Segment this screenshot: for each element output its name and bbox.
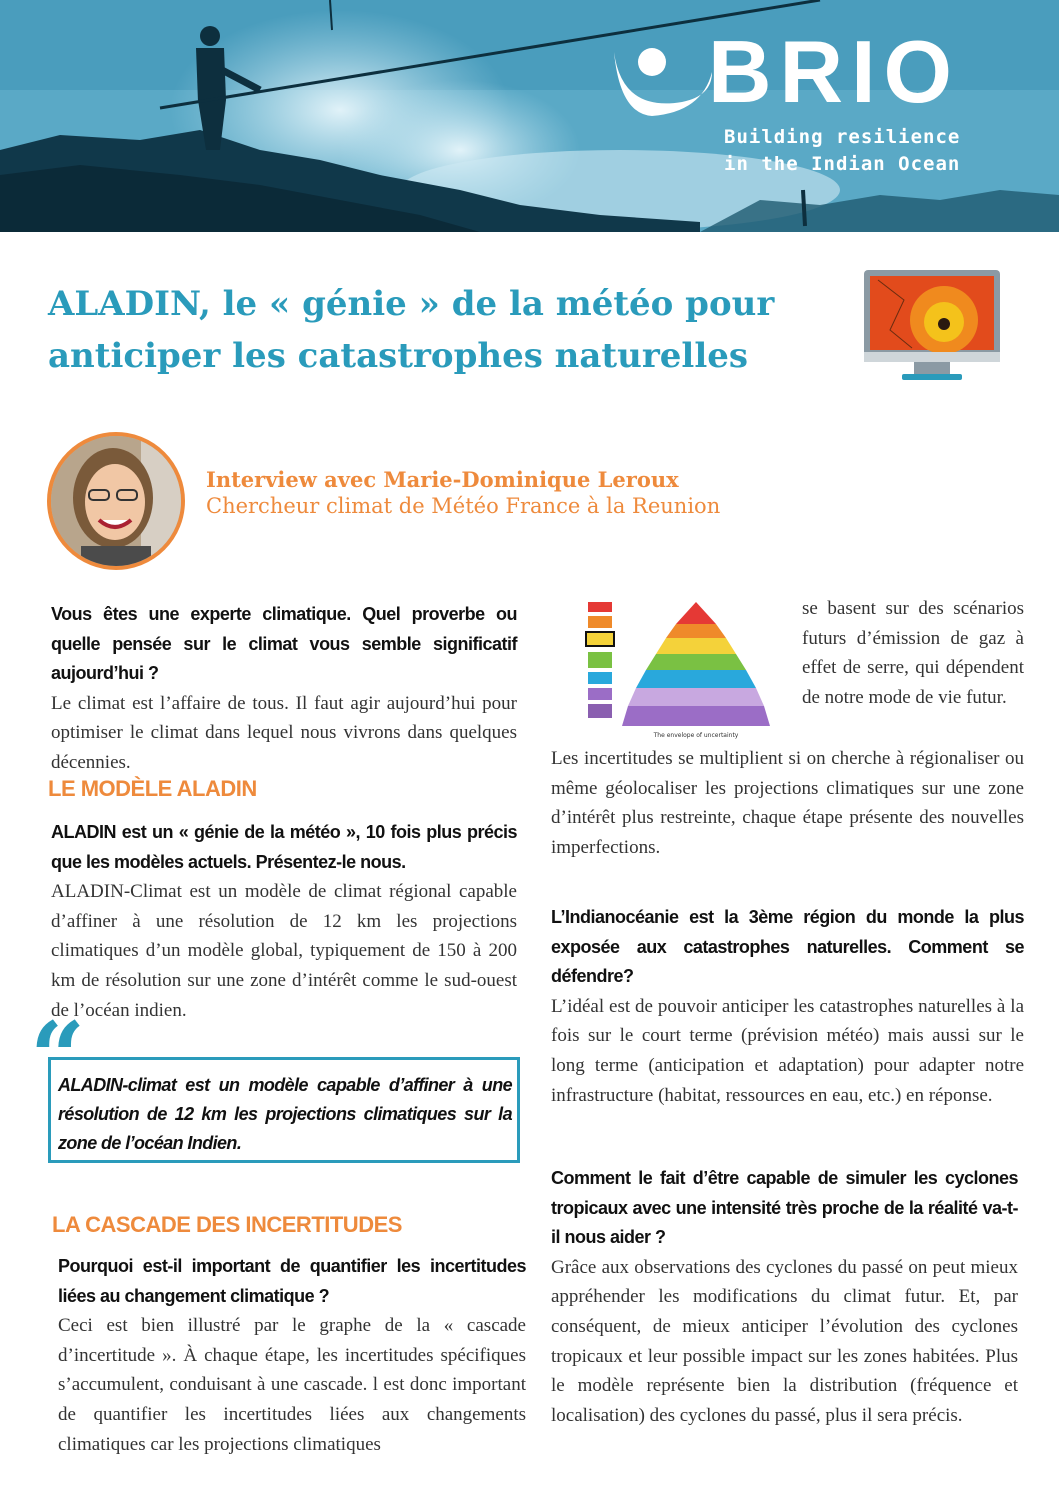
tagline-line2: in the Indian Ocean xyxy=(724,153,961,175)
answer-3: Ceci est bien illustré par le graphe de la « cascade d’incertitude ». À chaque étape, les incertitudes spécifiques s’accumulent, conduisant à une cascade. l est donc important de quantifier les incertitudes liées aux changements climatiques car les projections climatiques xyxy=(58,1315,526,1455)
avatar xyxy=(47,432,185,570)
interviewee-role: Chercheur climat de Météo France à la Reunion xyxy=(206,494,721,518)
page-title: ALADIN, le « génie » de la météo pour anticiper les catastrophes naturelles xyxy=(48,284,775,376)
brio-logo-text: BRIO xyxy=(708,22,960,121)
brio-tagline xyxy=(724,124,960,178)
question-3: Pourquoi est-il important de quantifier les incertitudes liées au changement climatique ? xyxy=(58,1256,526,1306)
question-2: ALADIN est un « génie de la météo », 10 fois plus précis que les modèles actuels. Présentez-le nous. xyxy=(51,822,517,872)
interviewee-name: Interview avec Marie-Dominique Leroux xyxy=(206,467,679,492)
right-continuation: Les incertitudes se multiplient si on cherche à régionaliser ou même géolocaliser les projections climatiques sur une zone d’intérêt plus restreinte, chaque étape présente des nouvelles imperfections. xyxy=(551,748,1024,858)
uncertainty-cascade-figure xyxy=(584,598,774,740)
tagline-line1: Building resilience xyxy=(724,126,961,148)
cascade-caption: The envelope of uncertainty xyxy=(653,732,739,739)
cyclone-qa xyxy=(551,1164,1018,1430)
defense-qa xyxy=(551,903,1024,1110)
pull-quote: ALADIN-climat est un modèle capable d’affiner à une résolution de 12 km les projections climatiques sur la zone de l’océan Indien. xyxy=(58,1075,512,1153)
answer-2: ALADIN-Climat est un modèle de climat régional capable d’affiner à une résolution de 12 km les projections climatiques d’un modèle global, typiquement de 150 à 200 km de résolution sur une zone d’intérêt comme le sud-ouest de l’océan indien. xyxy=(51,881,517,1021)
interview-header xyxy=(206,466,720,520)
cascade-qa xyxy=(58,1252,526,1459)
aladin-qa xyxy=(51,818,517,1025)
question-4: L’Indianocéanie est la 3ème région du monde la plus exposée aux catastrophes naturelles. Comment se défendre? xyxy=(551,907,1024,987)
right-wrap-text: se basent sur des scénarios futurs d’émission de gaz à effet de serre, qui dépendent de notre mode de vie futur. xyxy=(802,598,1024,708)
section-heading-cascade: LA CASCADE DES INCERTITUDES xyxy=(52,1212,402,1237)
answer-1: Le climat est l’affaire de tous. Il faut agir aujourd’hui pour optimiser le climat dans lequel nous vivrons dans quelques décennies. xyxy=(51,692,517,773)
answer-5: Grâce aux observations des cyclones du passé on peut mieux appréhender les modifications du climat futur. Et, par conséquent, de mieux anticiper l’évolution des cyclones tropicaux et leur possible impact sur les zones habitées. Plus le modèle représente bien la distribution (fréquence et localisation) des cyclones du passé, plus il sera précis. xyxy=(551,1256,1018,1426)
section-heading-aladin: LE MODÈLE ALADIN xyxy=(48,776,257,801)
answer-4: L’idéal est de pouvoir anticiper les catastrophes naturelles à la fois sur le court terme (prévision météo) mais aussi sur le long terme (anticipation et adaptation) pour adapter notre infrastructure (habitat, ressources en eau, etc.) en réponse. xyxy=(551,995,1024,1106)
intro-qa xyxy=(51,600,517,778)
question-1: Vous êtes une experte climatique. Quel proverbe ou quelle pensée sur le climat vous semble significatif aujourd’hui ? xyxy=(51,604,517,684)
weather-monitor-icon xyxy=(864,270,1000,384)
quote-mark-icon: “ xyxy=(30,1001,86,1114)
question-5: Comment le fait d’être capable de simuler les cyclones tropicaux avec une intensité très proche de la réalité va-t-il nous aider ? xyxy=(551,1168,1018,1248)
